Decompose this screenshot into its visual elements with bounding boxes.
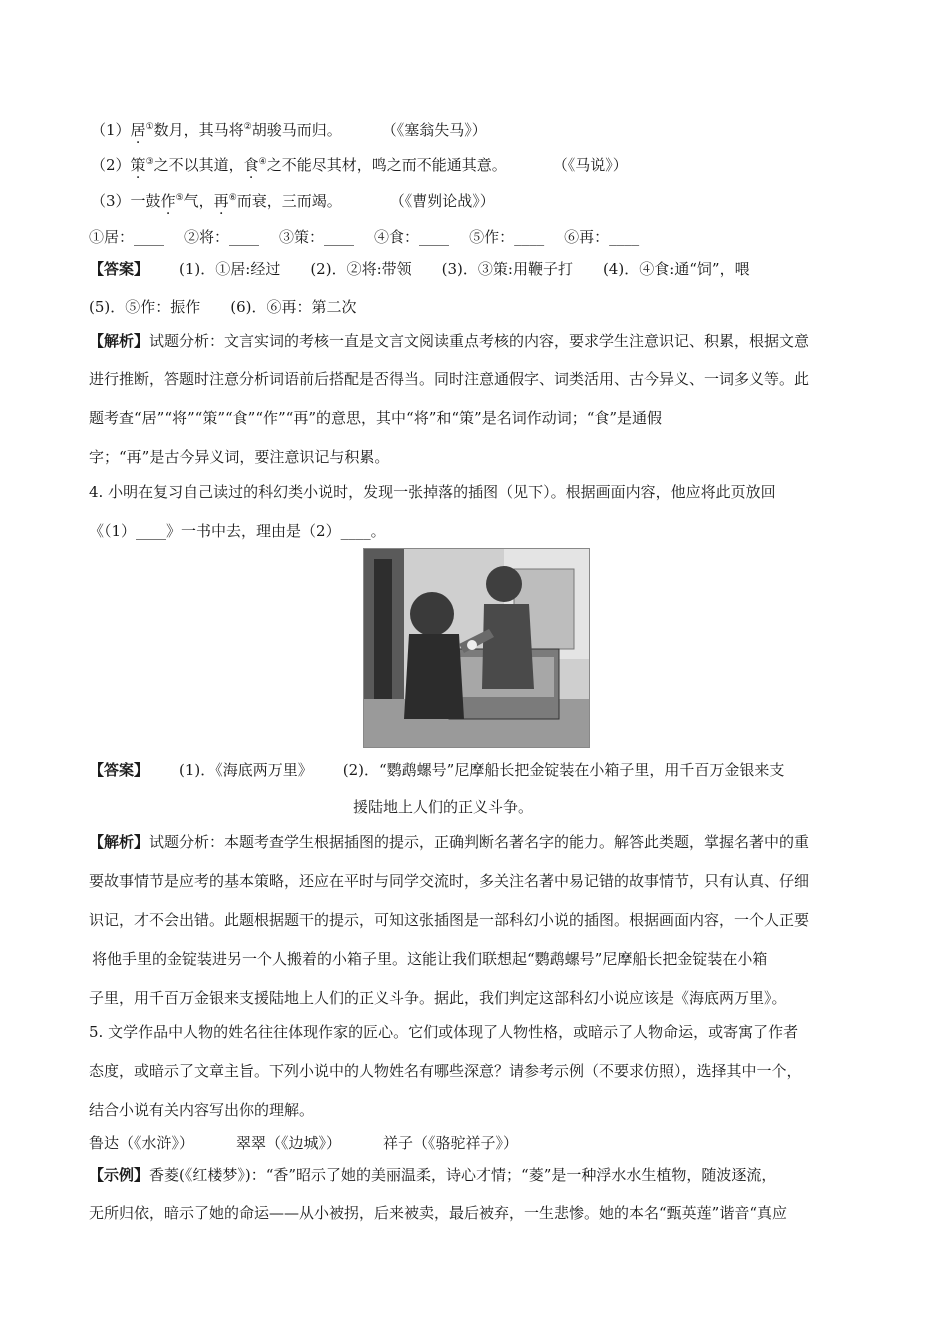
q4-analysis-5: 子里，用千百万金银来支援陆地上人们的正义斗争。据此，我们判定这部科幻小说应该是《海底两万里》。	[89, 989, 787, 1007]
blank-zai: ⑥再：____	[564, 228, 640, 246]
q3-answer-line-1: 【答案】 (1)．①居:经过 (2)．②将:带领 (3)．③策:用鞭子打 (4)．④食:通“饲”，喂	[89, 260, 750, 278]
answer-label: 【答案】	[89, 260, 150, 278]
illustration-drawing	[364, 549, 589, 747]
q3-source-3: （《曹刿论战》）	[389, 192, 495, 210]
q3-sentence-2: （2）策③之不以其道，食④之不能尽其材，鸣之而不能通其意。 （《马说》）	[91, 156, 628, 174]
q4-question-1: 4. 小明在复习自己读过的科幻类小说时，发现一张掉落的插图（见下）。根据画面内容，他应将此页放回	[89, 483, 776, 501]
answer-label-2: 【答案】	[89, 761, 150, 779]
illustration-image	[363, 548, 590, 748]
q3-answer-line-2: (5)．⑤作：振作 (6)．⑥再：第二次	[89, 298, 357, 316]
q4-analysis-2: 要故事情节是应考的基本策略，还应在平时与同学交流时，多关注名著中易记错的故事情节，只有认真、仔细	[89, 872, 810, 890]
q5-example-2: 无所归依，暗示了她的命运——从小被拐，后来被卖，最后被弃，一生悲惨。她的本名“甄英莲”谐音“真应	[89, 1204, 788, 1222]
q3-sentence-3: （3）一鼓作⑤气，再⑥而衰，三而竭。 （《曹刿论战》）	[91, 192, 495, 210]
blank-zuo: ⑤作：____	[469, 228, 545, 246]
example-label: 【示例】	[89, 1166, 150, 1184]
q4-answer-line-1: 【答案】 (1)．《海底两万里》 (2)．“鹦鹉螺号”尼摩船长把金锭装在小箱子里，用千百万金银来支	[89, 761, 785, 779]
analysis-label: 【解析】	[89, 332, 150, 350]
q5-question-3: 结合小说有关内容写出你的理解。	[89, 1101, 315, 1119]
q3-source-1: （《塞翁失马》）	[381, 121, 487, 139]
q3-source-2: （《马说》）	[552, 156, 628, 174]
q3-analysis-4: 字；“再”是古今异义词，要注意识记与积累。	[89, 448, 390, 466]
blank-jiang: ②将：____	[184, 228, 260, 246]
q4-analysis-4: 将他手里的金锭装进另一个人搬着的小箱子里。这能让我们联想起“鹦鹉螺号”尼摩船长把金锭装在小箱	[92, 950, 768, 968]
q3-blank-row	[89, 227, 639, 247]
q3-analysis-2: 进行推断，答题时注意分析词语前后搭配是否得当。同时注意通假字、词类活用、古今异义、一词多义等。此	[89, 370, 810, 388]
blank-ju: ①居：____	[89, 228, 165, 246]
q3-sentence-1: （1）居①数月，其马将②胡骏马而归。 （《塞翁失马》）	[91, 121, 487, 139]
q3-analysis-1: 【解析】试题分析：文言实词的考核一直是文言文阅读重点考核的内容，要求学生注意识记、积累，根据文意	[89, 332, 810, 350]
q5-options	[89, 1133, 518, 1153]
q5-question-1: 5. 文学作品中人物的姓名往往体现作家的匠心。它们或体现了人物性格，或暗示了人物命运，或寄寓了作者	[89, 1023, 799, 1041]
q3-analysis-3: 题考查“居”“将”“策”“食”“作”“再”的意思，其中“将”和“策”是名词作动词；“食”是通假	[89, 409, 663, 427]
blank-ce: ③策：____	[279, 228, 355, 246]
analysis-label-2: 【解析】	[89, 833, 150, 851]
option-luda: 鲁达（《水浒》）	[89, 1134, 195, 1152]
q5-example-1: 【示例】香菱(《红楼梦》)：“香”昭示了她的美丽温柔，诗心才情；“菱”是一种浮水水生植物，随波逐流，	[89, 1166, 777, 1184]
q4-analysis-3: 识记，才不会出错。此题根据题干的提示，可知这张插图是一部科幻小说的插图。根据画面内容，一个人正要	[89, 911, 810, 929]
blank-shi: ④食：____	[374, 228, 450, 246]
option-xiangzi: 祥子（《骆驼祥子》）	[383, 1134, 519, 1152]
q4-question-2: 《（1）____》一书中去，理由是（2）____。	[89, 522, 386, 540]
q4-analysis-1: 【解析】试题分析：本题考查学生根据插图的提示，正确判断名著名字的能力。解答此类题，掌握名著中的重	[89, 833, 810, 851]
option-cuicui: 翠翠（《边城》）	[236, 1134, 342, 1152]
q4-answer-line-2: 援陆地上人们的正义斗争。	[353, 798, 534, 816]
q5-question-2: 态度，或暗示了文章主旨。下列小说中的人物姓名有哪些深意？请参考示例（不要求仿照），选择其中一个，	[89, 1062, 802, 1080]
